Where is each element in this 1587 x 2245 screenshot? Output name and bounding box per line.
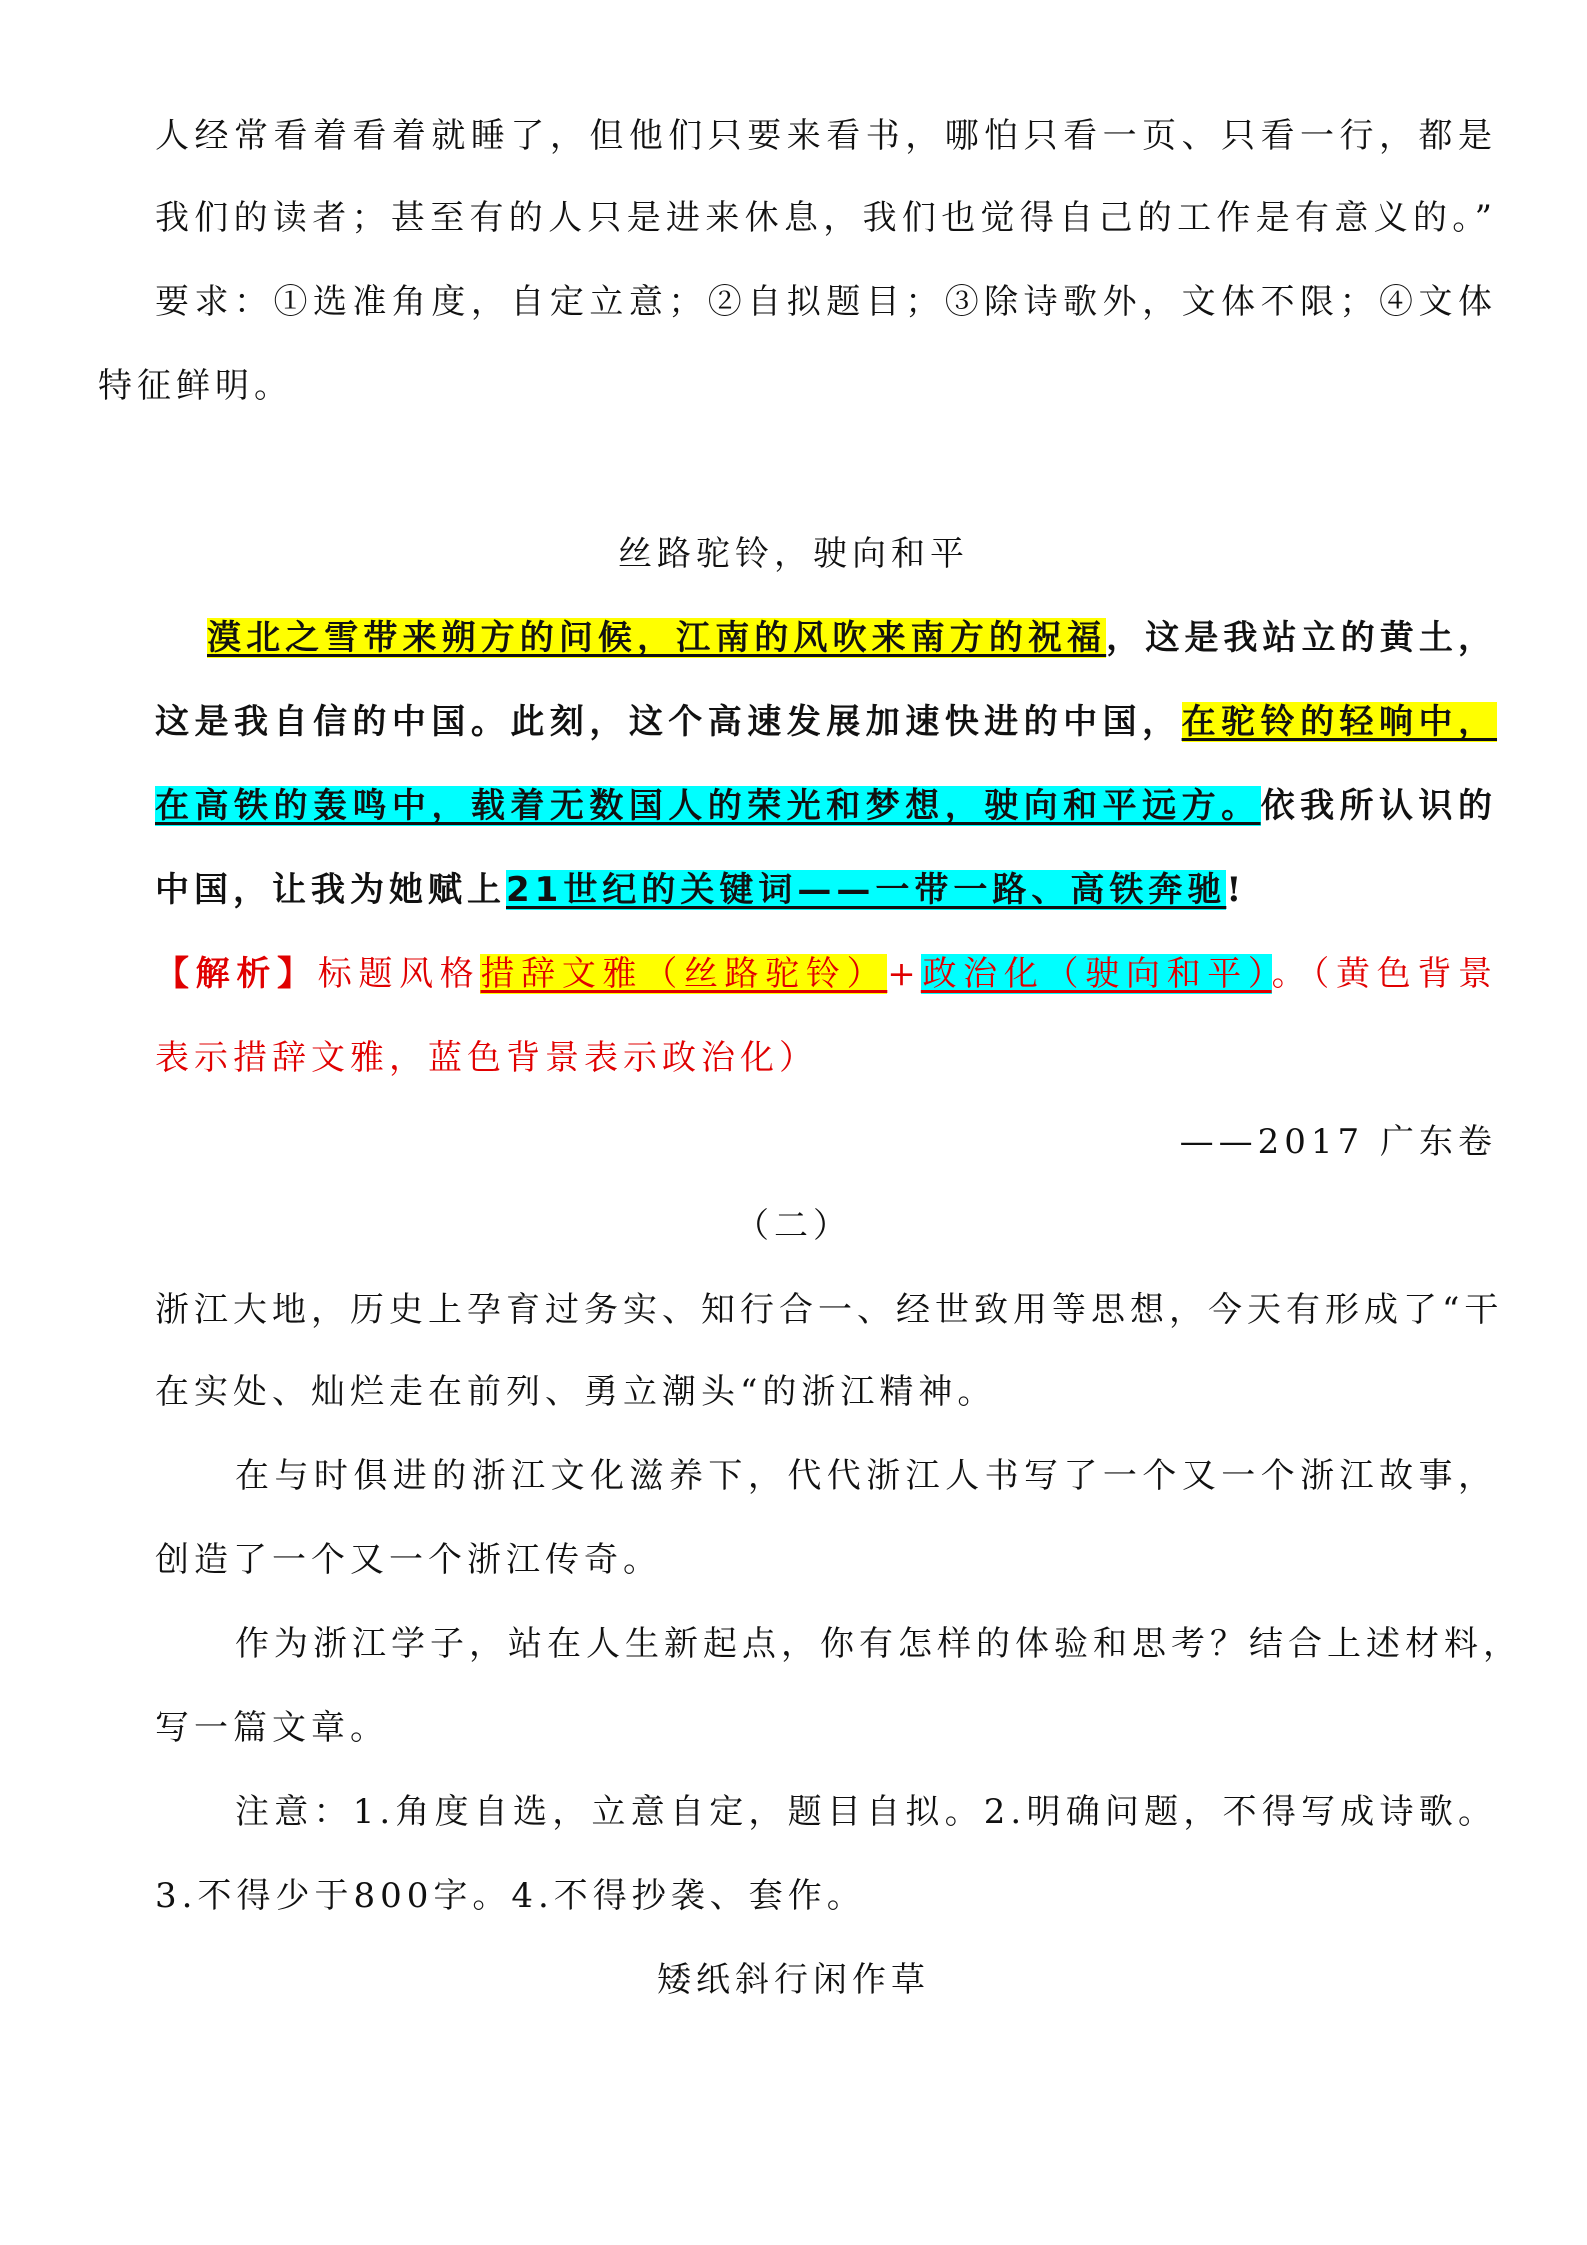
essay-text: 依我所认识的 (1260, 786, 1498, 826)
essay-text: 这是我自信的中国。此刻，这个高速发展加速快进的中国， (155, 702, 1182, 742)
intro-line-4: 特征鲜明。 (98, 366, 293, 406)
essay-text: ，这是我站立的黄土， (1106, 618, 1497, 658)
analysis-line-2: 表示措辞文雅，蓝色背景表示政治化） (155, 1038, 818, 1078)
intro-requirements-line: 要求：①选准角度，自定立意；②自拟题目；③除诗歌外，文体不限；④文体 (155, 282, 1497, 322)
essay2-title: 矮纸斜行闲作草 (657, 1960, 930, 2000)
section2-p2-line1: 在与时俱进的浙江文化滋养下，代代浙江人书写了一个又一个浙江故事， (235, 1456, 1497, 1496)
essay-title: 丝路驼铃，驶向和平 (618, 534, 969, 574)
section2-p3-line2: 写一篇文章。 (155, 1708, 389, 1748)
essay-line-4 (155, 868, 1497, 912)
highlight-yellow-analysis: 措辞文雅（丝路驼铃） (480, 954, 888, 994)
analysis-line-1 (155, 952, 1497, 996)
section2-p1-line2: 在实处、灿烂走在前列、勇立潮头“的浙江精神。 (155, 1372, 997, 1412)
analysis-plus: + (887, 954, 921, 994)
section-heading: （二） (735, 1206, 852, 1246)
highlight-cyan-phrase: 在高铁的轰鸣中，载着无数国人的荣光和梦想，驶向和平远方。 (155, 786, 1261, 826)
analysis-tag: 【解析】 (155, 954, 318, 994)
essay-text: ! (1226, 870, 1247, 910)
analysis-text: 标题风格 (317, 954, 481, 994)
intro-line-2: 我们的读者；甚至有的人只是进来休息，我们也觉得自己的工作是有意义的。” (155, 198, 1497, 238)
section2-notice-line2: 3.不得少于800字。4.不得抄袭、套作。 (155, 1876, 866, 1916)
section2-p1-line1: 浙江大地，历史上孕育过务实、知行合一、经世致用等思想，今天有形成了“干 (155, 1290, 1504, 1330)
analysis-text: 。（黄色背景 (1271, 954, 1498, 994)
source-attribution: ——2017 广东卷 (1179, 1122, 1497, 1162)
section2-notice-line1: 注意：1.角度自选，立意自定，题目自拟。2.明确问题，不得写成诗歌。 (235, 1792, 1497, 1832)
essay-line-2 (155, 700, 1497, 744)
intro-line-1: 人经常看着看着就睡了，但他们只要来看书，哪怕只看一页、只看一行，都是 (155, 116, 1497, 156)
section2-p3-line1: 作为浙江学子，站在人生新起点，你有怎样的体验和思考？结合上述材料， (235, 1624, 1522, 1664)
essay-text: 中国，让我为她赋上 (155, 870, 506, 910)
essay-line-3 (155, 784, 1497, 828)
section2-p2-line2: 创造了一个又一个浙江传奇。 (155, 1540, 662, 1580)
highlight-yellow-phrase: 在驼铃的轻响中， (1181, 702, 1498, 742)
highlight-yellow-phrase: 漠北之雪带来朔方的问候，江南的风吹来南方的祝福 (207, 618, 1107, 658)
essay-line-1 (207, 616, 1497, 660)
highlight-cyan-analysis: 政治化（驶向和平） (920, 954, 1272, 994)
highlight-cyan-phrase: 21世纪的关键词——一带一路、高铁奔驰 (506, 870, 1227, 910)
